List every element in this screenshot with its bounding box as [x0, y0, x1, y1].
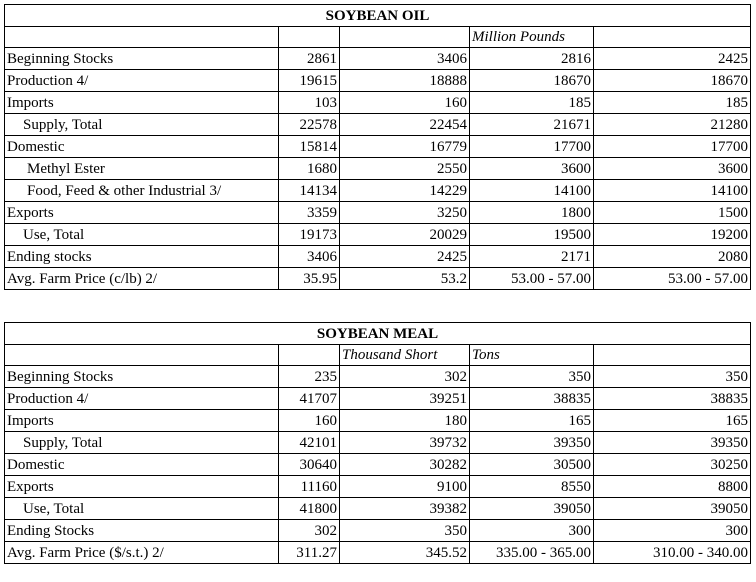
- value-cell: 21671: [470, 114, 594, 136]
- row-label: Food, Feed & other Industrial 3/: [5, 180, 279, 202]
- value-cell: 311.27: [279, 542, 340, 564]
- units-cell: Million Pounds: [470, 27, 594, 48]
- value-cell: 2425: [340, 246, 470, 268]
- value-cell: 2171: [470, 246, 594, 268]
- value-cell: 3600: [594, 158, 751, 180]
- table-title-row: [5, 5, 751, 27]
- row-label: Imports: [5, 92, 279, 114]
- value-cell: 18670: [470, 70, 594, 92]
- row-label: Production 4/: [5, 388, 279, 410]
- value-cell: 185: [594, 92, 751, 114]
- value-cell: 30640: [279, 454, 340, 476]
- value-cell: 20029: [340, 224, 470, 246]
- value-cell: 8800: [594, 476, 751, 498]
- table-row: [5, 410, 751, 432]
- value-cell: 3406: [340, 48, 470, 70]
- value-cell: 41800: [279, 498, 340, 520]
- value-cell: 38835: [594, 388, 751, 410]
- value-cell: 16779: [340, 136, 470, 158]
- row-label: Use, Total: [5, 498, 279, 520]
- value-cell: 8550: [470, 476, 594, 498]
- row-label: Ending Stocks: [5, 520, 279, 542]
- value-cell: 165: [470, 410, 594, 432]
- value-cell: 1680: [279, 158, 340, 180]
- value-cell: 19615: [279, 70, 340, 92]
- value-cell: 14100: [470, 180, 594, 202]
- value-cell: 14100: [594, 180, 751, 202]
- units-cell: Thousand Short: [340, 345, 470, 366]
- units-blank-cell: [5, 345, 279, 366]
- value-cell: 19200: [594, 224, 751, 246]
- value-cell: 14229: [340, 180, 470, 202]
- value-cell: 17700: [470, 136, 594, 158]
- value-cell: 3359: [279, 202, 340, 224]
- table-row: [5, 432, 751, 454]
- table-row: [5, 136, 751, 158]
- value-cell: 3406: [279, 246, 340, 268]
- value-cell: 180: [340, 410, 470, 432]
- row-label: Avg. Farm Price (c/lb) 2/: [5, 268, 279, 290]
- value-cell: 30282: [340, 454, 470, 476]
- value-cell: 39050: [470, 498, 594, 520]
- value-cell: 21280: [594, 114, 751, 136]
- table-row: [5, 70, 751, 92]
- value-cell: 19173: [279, 224, 340, 246]
- table-row: [5, 498, 751, 520]
- row-label: Domestic: [5, 136, 279, 158]
- table-row: [5, 48, 751, 70]
- value-cell: 42101: [279, 432, 340, 454]
- table-row: [5, 268, 751, 290]
- value-cell: 39050: [594, 498, 751, 520]
- table-row: [5, 158, 751, 180]
- value-cell: 302: [279, 520, 340, 542]
- value-cell: 18888: [340, 70, 470, 92]
- value-cell: 22454: [340, 114, 470, 136]
- units-cell: [594, 27, 751, 48]
- value-cell: 39382: [340, 498, 470, 520]
- soybean-meal-table: [4, 322, 751, 564]
- value-cell: 2080: [594, 246, 751, 268]
- row-label: Use, Total: [5, 224, 279, 246]
- row-label: Supply, Total: [5, 114, 279, 136]
- value-cell: 19500: [470, 224, 594, 246]
- value-cell: 3250: [340, 202, 470, 224]
- value-cell: 22578: [279, 114, 340, 136]
- units-cell: [340, 27, 470, 48]
- value-cell: 335.00 - 365.00: [470, 542, 594, 564]
- table-row: [5, 224, 751, 246]
- value-cell: 18670: [594, 70, 751, 92]
- table-title: SOYBEAN OIL: [5, 5, 751, 27]
- table-row: [5, 476, 751, 498]
- value-cell: 160: [279, 410, 340, 432]
- table-row: [5, 180, 751, 202]
- row-label: Avg. Farm Price ($/s.t.) 2/: [5, 542, 279, 564]
- table-row: [5, 202, 751, 224]
- table-row: [5, 388, 751, 410]
- value-cell: 345.52: [340, 542, 470, 564]
- value-cell: 39732: [340, 432, 470, 454]
- value-cell: 11160: [279, 476, 340, 498]
- row-label: Ending stocks: [5, 246, 279, 268]
- row-label: Beginning Stocks: [5, 366, 279, 388]
- value-cell: 1800: [470, 202, 594, 224]
- value-cell: 30250: [594, 454, 751, 476]
- value-cell: 30500: [470, 454, 594, 476]
- table-title: SOYBEAN MEAL: [5, 323, 751, 345]
- row-label: Supply, Total: [5, 432, 279, 454]
- value-cell: 185: [470, 92, 594, 114]
- units-row: [5, 27, 751, 48]
- row-label: Imports: [5, 410, 279, 432]
- row-label: Exports: [5, 202, 279, 224]
- value-cell: 350: [594, 366, 751, 388]
- value-cell: 103: [279, 92, 340, 114]
- value-cell: 2861: [279, 48, 340, 70]
- table-row: [5, 366, 751, 388]
- units-cell: [594, 345, 751, 366]
- value-cell: 35.95: [279, 268, 340, 290]
- soybean-meal-body: [5, 323, 751, 564]
- soybean-oil-table: [4, 4, 751, 290]
- value-cell: 300: [594, 520, 751, 542]
- value-cell: 300: [470, 520, 594, 542]
- value-cell: 310.00 - 340.00: [594, 542, 751, 564]
- table-row: [5, 454, 751, 476]
- table-row: [5, 246, 751, 268]
- table-row: [5, 92, 751, 114]
- value-cell: 160: [340, 92, 470, 114]
- row-label: Production 4/: [5, 70, 279, 92]
- value-cell: 165: [594, 410, 751, 432]
- row-label: Domestic: [5, 454, 279, 476]
- value-cell: 2550: [340, 158, 470, 180]
- value-cell: 2425: [594, 48, 751, 70]
- table-row: [5, 114, 751, 136]
- value-cell: 41707: [279, 388, 340, 410]
- value-cell: 39350: [470, 432, 594, 454]
- units-blank-cell: [5, 27, 279, 48]
- value-cell: 3600: [470, 158, 594, 180]
- value-cell: 350: [340, 520, 470, 542]
- value-cell: 9100: [340, 476, 470, 498]
- value-cell: 2816: [470, 48, 594, 70]
- value-cell: 302: [340, 366, 470, 388]
- units-cell: [279, 27, 340, 48]
- value-cell: 39350: [594, 432, 751, 454]
- table-title-row: [5, 323, 751, 345]
- table-row: [5, 520, 751, 542]
- value-cell: 53.00 - 57.00: [470, 268, 594, 290]
- value-cell: 53.00 - 57.00: [594, 268, 751, 290]
- row-label: Exports: [5, 476, 279, 498]
- value-cell: 350: [470, 366, 594, 388]
- soybean-oil-body: [5, 5, 751, 290]
- value-cell: 235: [279, 366, 340, 388]
- table-row: [5, 542, 751, 564]
- value-cell: 39251: [340, 388, 470, 410]
- value-cell: 17700: [594, 136, 751, 158]
- value-cell: 15814: [279, 136, 340, 158]
- row-label: Beginning Stocks: [5, 48, 279, 70]
- value-cell: 14134: [279, 180, 340, 202]
- value-cell: 53.2: [340, 268, 470, 290]
- units-cell: [279, 345, 340, 366]
- value-cell: 38835: [470, 388, 594, 410]
- units-row: [5, 345, 751, 366]
- units-cell: Tons: [470, 345, 594, 366]
- value-cell: 1500: [594, 202, 751, 224]
- row-label: Methyl Ester: [5, 158, 279, 180]
